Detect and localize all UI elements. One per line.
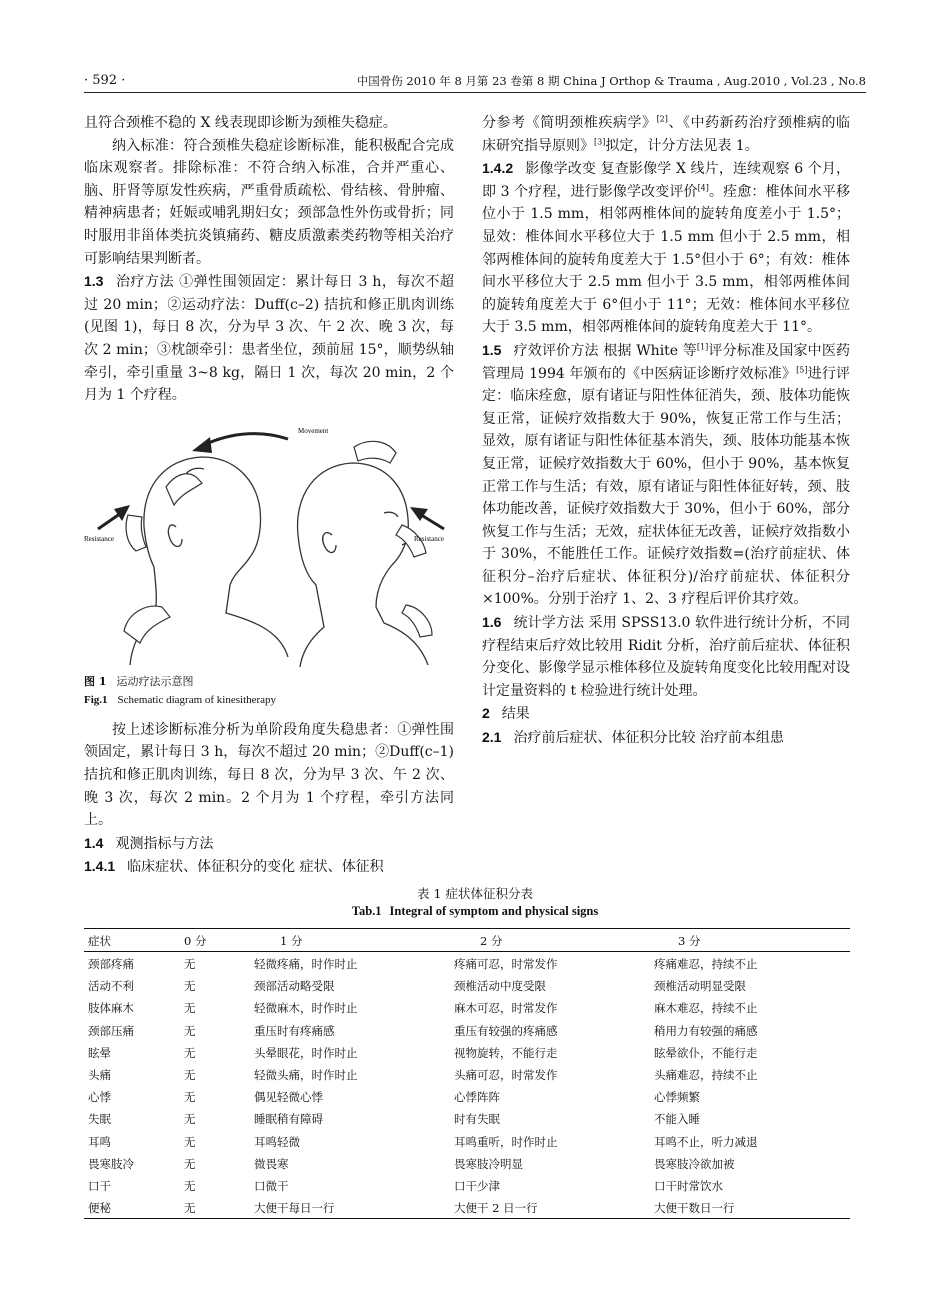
paragraph-inclusion-criteria: 纳入标准：符合颈椎失稳症诊断标准，能积极配合完成临床观察者。排除标准：不符合纳入标准，合并严重心、脑、肝肾等原发性疾病，严重骨质疏松、骨结核、骨肿瘤、精神病患者；妊娠或哺乳期妇女；颈部急性外伤或骨折；同时服用非甾体类抗炎镇痛药、糖皮质激素类药物等相关治疗可影响结果判断者。 [84, 137, 454, 267]
table-cell: 畏寒肢冷 [88, 1156, 134, 1171]
table-cell: 时有失眠 [454, 1112, 500, 1127]
page-number: · 592 · [84, 73, 126, 88]
table-cell: 无 [184, 1156, 196, 1171]
table-cell: 稍用力有较强的痛感 [654, 1023, 758, 1038]
left-hand-top [166, 474, 202, 505]
left-column [84, 112, 454, 879]
table-cell: 无 [184, 1067, 196, 1082]
section-text: 进行评定：临床痊愈，原有诸证与阳性体征消失，颈、肢体功能恢复正常，证候疗效指数大于 90%，恢复正常工作与生活；显效，原有诸证与阳性体征基本消失，颈、肢体功能基本恢复正常，证候疗效指数大于 60%，但小于 90%，基本恢复正常工作与生活；有效，原有诸证与阳性体征好转，颈、肢体功能改善，证候疗效指数大于 30%，但小于 60%，部分恢复工作与生活；无效，症状体征无改善，证候疗效指数小于 30%，不能胜任工作。证候疗效指数=(治疗前症状、体征积分–治疗后症状、体征积分)/治疗前症状、体征积分×100%。分别于治疗 1、2、3 疗程后评价其疗效。 [482, 365, 850, 608]
table-cell: 轻微麻木，时作时止 [254, 1001, 358, 1016]
text-run: 拟定，计分方法见表 1。 [605, 137, 759, 154]
table-number-en: Tab.1 [351, 904, 382, 918]
table-cell: 无 [184, 1001, 196, 1016]
section-2-1 [482, 726, 850, 750]
table-cell: 口微干 [254, 1178, 289, 1193]
table-cell: 麻木难忍，持续不止 [654, 1001, 758, 1016]
table-cell: 轻微头痛，时作时止 [254, 1067, 358, 1082]
figure-caption-text-en: Schematic diagram of kinesitherapy [117, 693, 277, 706]
text-run: 分参考《简明颈椎疾病学》 [482, 115, 657, 131]
right-ear [323, 532, 336, 552]
table-cell: 颈椎活动中度受限 [454, 979, 546, 994]
section-text: 结果 [501, 706, 530, 723]
table-cell: 大便干数日一行 [654, 1201, 735, 1216]
table-cell: 无 [184, 957, 196, 971]
table-cell: 眩晕欲仆，不能行走 [654, 1045, 758, 1060]
table-cell: 偶见轻微心悸 [254, 1090, 323, 1105]
table-cell: 无 [184, 1178, 196, 1193]
paragraph-scoring-reference [482, 112, 850, 157]
table-cell: 肢体麻木 [88, 1001, 134, 1016]
citation-ref: [2] [656, 114, 668, 124]
table-cell: 头痛可忍，时常发作 [454, 1067, 558, 1082]
table-cell: 失眠 [88, 1112, 111, 1127]
table-cell: 颈部压痛 [88, 1023, 134, 1038]
table-cell: 颈部活动略受限 [254, 979, 335, 994]
movement-arrow [204, 433, 288, 444]
right-neck-back [298, 535, 324, 667]
table-cell: 口干时常饮水 [654, 1178, 723, 1193]
section-text: 疗效评价方法 根据 White 等 [513, 342, 697, 359]
table-cell: 颈椎活动明显受限 [654, 979, 746, 994]
table-cell: 无 [184, 1045, 196, 1060]
section-2 [482, 702, 850, 726]
table-cell: 耳鸣重听，时作时止 [454, 1134, 558, 1149]
section-number: 2 [482, 705, 490, 722]
section-1-4-1 [84, 855, 454, 879]
label-resistance-right: Resistance [414, 534, 444, 543]
table-cell: 麻木可忍，时常发作 [454, 1001, 558, 1016]
table-cell: 头晕眼花，时作时止 [254, 1045, 358, 1060]
right-head-outline [298, 463, 409, 565]
section-1-3 [84, 270, 454, 407]
figure-number: 图 1 [84, 674, 107, 688]
table-cell: 疼痛可忍，时常发作 [454, 957, 558, 971]
table-cell: 耳鸣轻微 [254, 1134, 300, 1149]
section-number: 1.3 [84, 273, 104, 290]
table-cell: 大便干 2 日一行 [454, 1201, 538, 1216]
table-cell: 眩晕 [88, 1045, 111, 1060]
table-cell: 心悸阵阵 [454, 1090, 500, 1105]
table-cell: 无 [184, 979, 196, 994]
table-title-cn: 表 1 症状体征积分表 [417, 886, 533, 901]
table-cell: 疼痛难忍，持续不止 [654, 957, 758, 971]
table-cell: 无 [184, 1134, 196, 1149]
table-cell: 头痛 [88, 1067, 111, 1082]
section-text: 影像学改变 复查影像学 X 线片，连续观察 6 个月，即 3 个疗程，进行影像学改变评价 [482, 161, 850, 200]
movement-arrowhead [192, 437, 212, 453]
table-cell: 轻微疼痛，时作时止 [254, 957, 358, 971]
citation-ref: [5] [796, 364, 808, 374]
paragraph: 且符合颈椎不稳的 X 线表现即诊断为颈椎失稳症。 [84, 115, 397, 131]
table-cell: 大便干每日一行 [254, 1201, 335, 1216]
table-cell: 活动不利 [88, 979, 134, 994]
label-movement: Movement [298, 426, 329, 435]
table-cell: 畏寒肢冷欲加被 [654, 1156, 735, 1171]
table-title-en [0, 904, 950, 919]
figure-caption-cn [84, 673, 454, 691]
section-text: 临床症状、体征积分的变化 症状、体征积 [127, 859, 384, 876]
section-1-6 [482, 611, 850, 702]
table-cell: 视物旋转，不能行走 [454, 1045, 558, 1060]
right-eye [384, 512, 398, 517]
table-cell: 睡眠稍有障碍 [254, 1112, 323, 1127]
table-cell: 重压有较强的疼痛感 [454, 1023, 558, 1038]
left-hand-shoulder [124, 606, 170, 643]
table-row [84, 1130, 850, 1152]
table-cell: 无 [184, 1090, 196, 1105]
table-cell: 畏寒肢冷明显 [454, 1156, 523, 1171]
column-header: 1 分 [280, 934, 303, 948]
section-text: 治疗方法 ①弹性围领固定：累计每日 3 h，每次不超过 20 min；②运动疗法：Duff(c–2) 拮抗和修正肌肉训练(见图 1)，每日 8 次，分为早 3 次、午 2 次、晚 3 次，每次 2 min；③枕颌牵引：患者坐位，颈前屈 15°，顺势纵轴牵引，牵引重量 3~8 kg，隔日 1 次，每次 20 min，2 个月为 1 个疗程。 [84, 274, 454, 404]
figure-caption-en [84, 691, 454, 709]
table-cell: 重压时有疼痛感 [254, 1023, 335, 1038]
table-cell: 耳鸣不止，听力减退 [654, 1134, 758, 1149]
table-row [84, 1041, 850, 1063]
table-row [84, 952, 850, 974]
table-cell: 无 [184, 1023, 196, 1038]
right-hand-top [354, 441, 396, 463]
column-header: 2 分 [480, 934, 503, 948]
column-header: 症状 [88, 934, 111, 948]
section-text: 统计学方法 采用 SPSS13.0 软件进行统计分析，不同疗程结束后疗效比较用 Ridit 分析，治疗前后症状、体征积分变化、影像学显示椎体移位及旋转角度变化比较用配对设计定量资料的 t 检验进行统计处理。 [482, 615, 850, 699]
table-row [84, 1085, 850, 1107]
table-cell: 无 [184, 1201, 196, 1216]
section-text: 评分标准及国家中医药管理局 1994 年颁布的《中医病证诊断疗效标准》 [482, 342, 851, 382]
paragraph-single-stage: 按上述诊断标准分析为单阶段角度失稳患者：①弹性围领固定，累计每日 3 h，每次不超过 20 min；②Duff(c–1) 拮抗和修正肌肉训练，每日 8 次，分为早 3 次、午 2 次、晚 3 次，每次 2 min。2 个月为 1 个疗程，牵引方法同上。 [84, 721, 454, 829]
table-row [84, 1152, 850, 1174]
table-row [84, 996, 850, 1018]
table-cell: 口干少津 [454, 1178, 500, 1193]
table-cell: 口干 [88, 1178, 111, 1193]
citation-ref: [3] [594, 136, 606, 146]
table-row [84, 1107, 850, 1129]
section-number: 1.4 [84, 834, 104, 851]
journal-citation: 中国骨伤 2010 年 8 月第 23 卷第 8 期 China J Orthop & Trauma , Aug.2010 , Vol.23 , No.8 [356, 74, 866, 88]
section-number: 1.4.1 [84, 858, 116, 875]
section-text: 。痊愈：椎体间水平移位小于 1.5 mm，相邻两椎体间的旋转角度差小于 1.5°；显效：椎体间水平移位大于 1.5 mm 但小于 2.5 mm，相邻两椎体间的旋转角度差大于 1.5°但小于 6°；有效：椎体间水平移位大于 2.5 mm 但小于 3.5 mm，相邻两椎体间的旋转角度差大于 6°但小于 11°；无效：椎体间水平移位大于 3.5 mm，相邻两椎体间的旋转角度差大于 11°。 [482, 183, 850, 336]
table-cell: 便秘 [88, 1201, 111, 1216]
table-cell: 不能入睡 [654, 1112, 700, 1127]
figure-kinesitherapy [84, 417, 454, 667]
table-row [84, 1019, 850, 1041]
label-resistance-left: Resistance [84, 534, 114, 543]
table-cell: 颈部疼痛 [88, 957, 134, 971]
table-cell: 头痛难忍，持续不止 [654, 1067, 758, 1082]
column-header: 3 分 [678, 934, 701, 948]
text-run: 、《中药新药治疗颈椎病的临床研究指导原则》 [482, 115, 851, 154]
table-cell: 微畏寒 [254, 1156, 289, 1171]
citation-ref: [1] [696, 342, 709, 352]
table-row [84, 974, 850, 996]
figure-number-en: Fig.1 [84, 693, 108, 706]
table-cell: 耳鸣 [88, 1134, 111, 1149]
citation-ref: [4] [697, 183, 709, 193]
table-cell: 无 [184, 1112, 196, 1127]
table-row [84, 1196, 850, 1218]
section-1-5 [482, 339, 850, 611]
right-hand-shoulder [402, 605, 432, 637]
figure-caption-text: 运动疗法示意图 [116, 674, 194, 688]
table-row [84, 1063, 850, 1085]
right-column [482, 112, 850, 750]
running-header [84, 70, 866, 93]
section-number: 1.4.2 [482, 160, 514, 177]
section-text: 观测指标与方法 [115, 835, 214, 852]
kinesitherapy-illustration [84, 417, 454, 667]
column-header: 0 分 [184, 934, 207, 948]
symptom-score-table [84, 928, 850, 1219]
table-header-row [84, 929, 850, 952]
section-number: 1.5 [482, 341, 502, 358]
section-text: 治疗前后症状、体征积分比较 治疗前本组患 [513, 730, 784, 747]
section-number: 2.1 [482, 729, 502, 746]
left-ear [168, 525, 182, 547]
table-row [84, 1174, 850, 1196]
table-cell: 心悸 [88, 1090, 111, 1105]
table-cell: 心悸频繁 [654, 1090, 700, 1105]
section-1-4 [84, 832, 454, 856]
section-number: 1.6 [482, 614, 502, 631]
table-title-en-text: Integral of symptom and physical signs [389, 904, 599, 918]
section-1-4-2 [482, 157, 850, 339]
left-hand-back [126, 515, 146, 551]
